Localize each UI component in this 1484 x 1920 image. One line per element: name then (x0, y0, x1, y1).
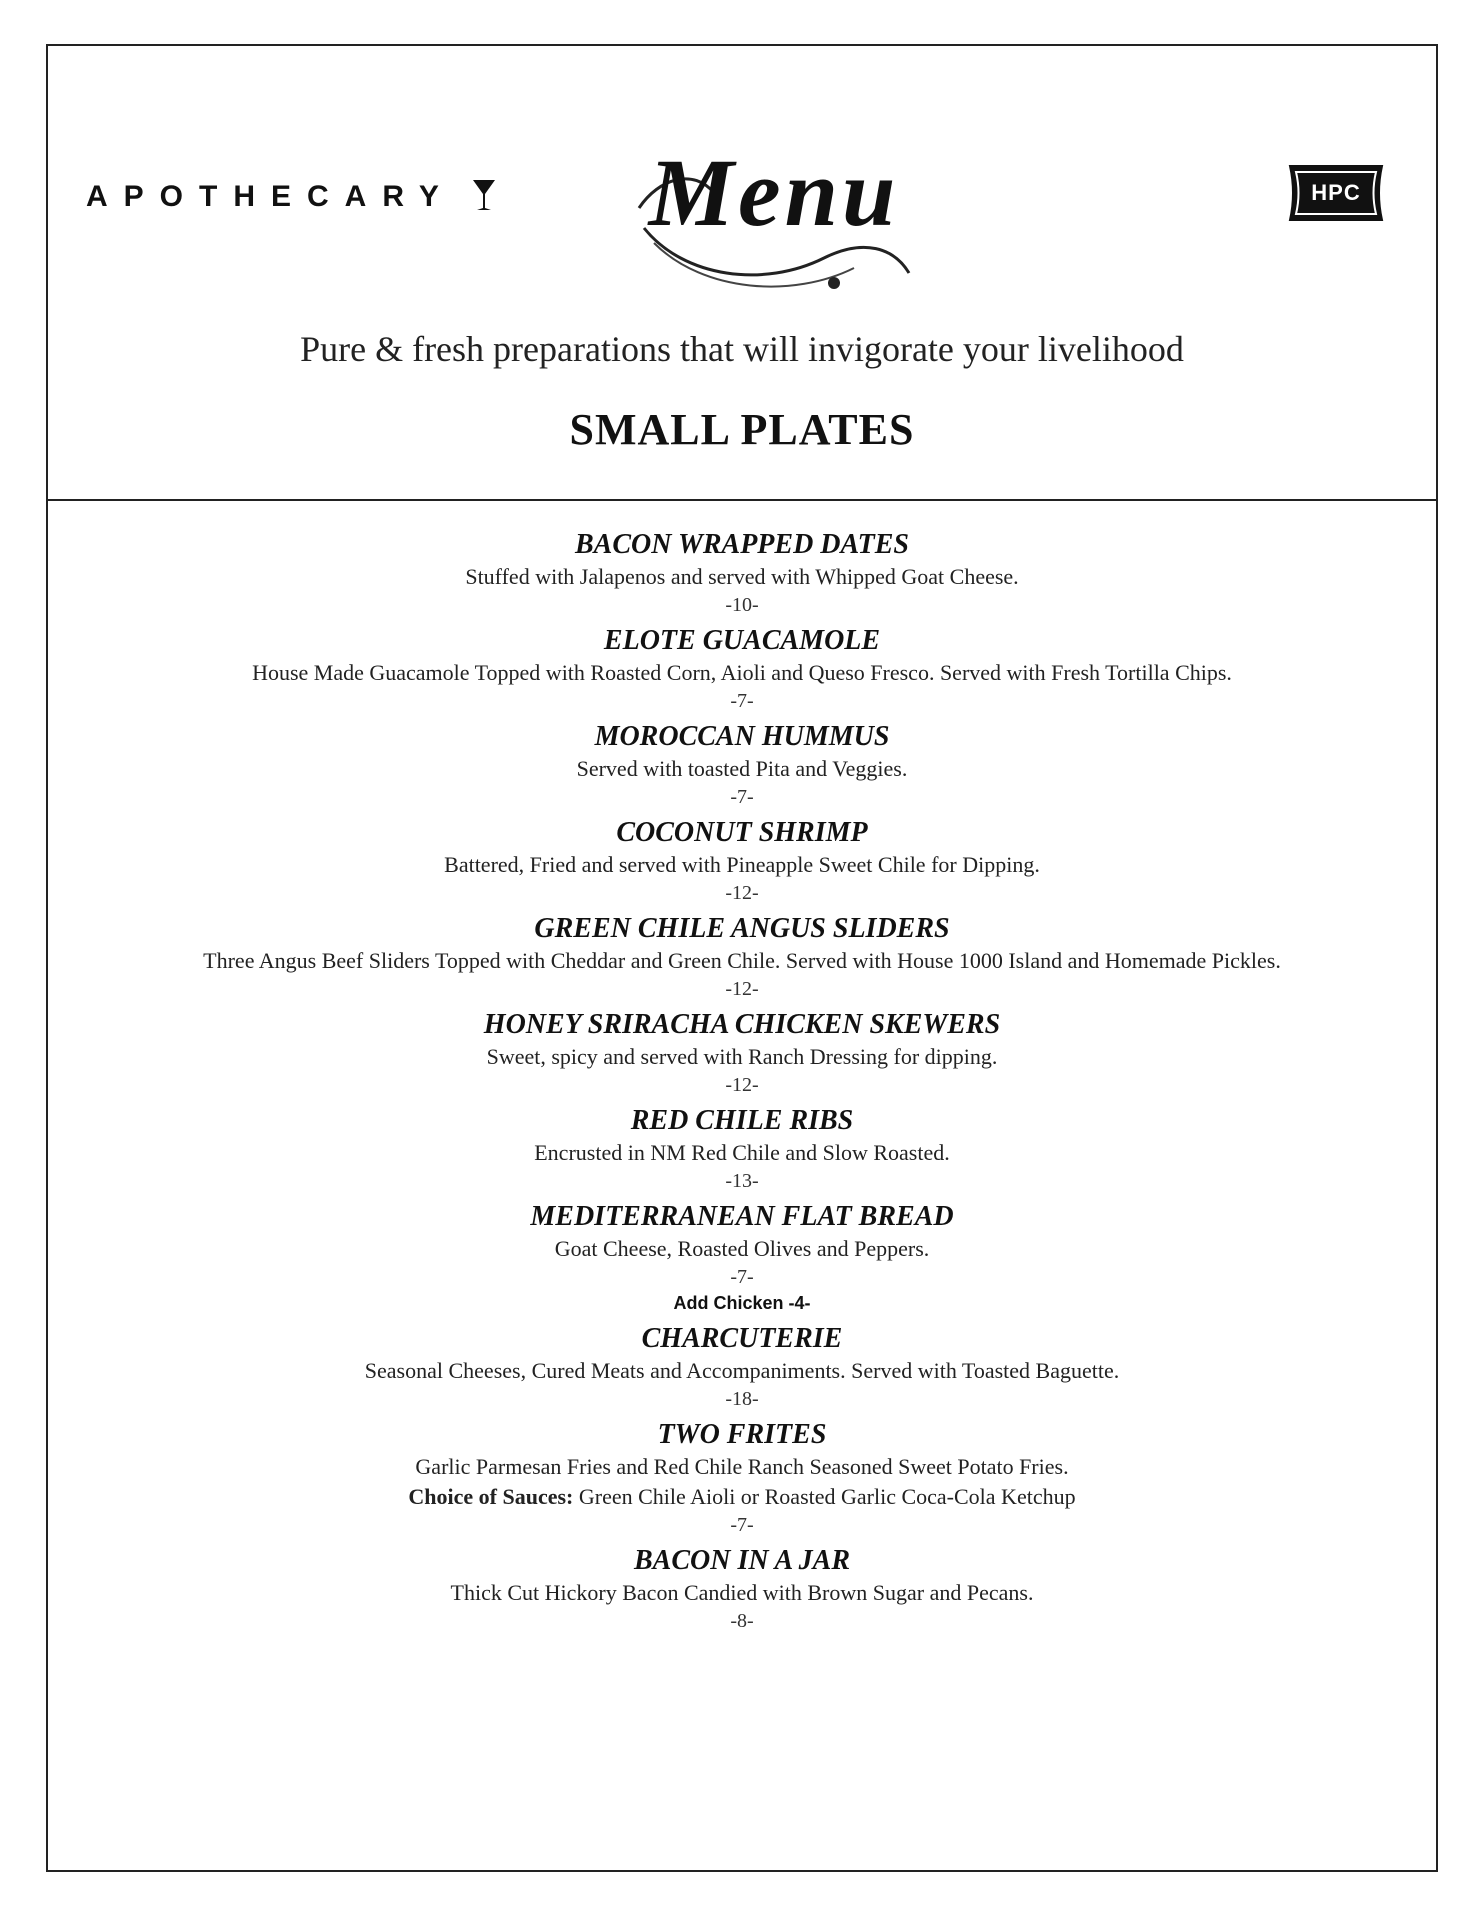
item-price: -12- (725, 978, 759, 1000)
menu-item (48, 816, 1436, 906)
menu-wordmark: Menu (648, 139, 900, 246)
menu-item (48, 1322, 1436, 1412)
hpc-badge-text: HPC (1311, 180, 1361, 205)
menu-item (48, 1200, 1436, 1316)
item-name: ELOTE GUACAMOLE (603, 625, 881, 656)
item-name: MOROCCAN HUMMUS (594, 721, 890, 752)
item-price: -7- (730, 690, 754, 712)
item-description: Goat Cheese, Roasted Olives and Peppers. (554, 1236, 930, 1261)
item-description: Seasonal Cheeses, Cured Meats and Accompaniments. Served with Toasted Baguette. (364, 1358, 1120, 1383)
sauce-label: Choice of Sauces: (408, 1484, 574, 1509)
menu-header (48, 46, 1436, 501)
item-description: House Made Guacamole Topped with Roasted Corn, Aioli and Queso Fresco. Served with Fresh Tortilla Chips. (252, 660, 1232, 685)
item-price: -8- (730, 1610, 754, 1632)
item-name: HONEY SRIRACHA CHICKEN SKEWERS (483, 1009, 1001, 1040)
menu-item (48, 528, 1436, 618)
item-price: -18- (725, 1388, 759, 1410)
apothecary-wordmark: APOTHECARY (86, 180, 455, 213)
item-description: Thick Cut Hickory Bacon Candied with Brown Sugar and Pecans. (450, 1580, 1034, 1605)
item-name: GREEN CHILE ANGUS SLIDERS (534, 913, 950, 944)
item-description: Encrusted in NM Red Chile and Slow Roasted. (534, 1140, 950, 1165)
item-description: Stuffed with Jalapenos and served with Whipped Goat Cheese. (465, 564, 1019, 589)
menu-item (48, 1008, 1436, 1098)
item-price: -12- (725, 882, 759, 904)
item-name: MEDITERRANEAN FLAT BREAD (530, 1201, 954, 1232)
menu-item (48, 1544, 1436, 1634)
item-price: -7- (730, 1514, 754, 1536)
item-description: Garlic Parmesan Fries and Red Chile Ranch Seasoned Sweet Potato Fries. (415, 1454, 1069, 1479)
martini-glass-icon (471, 178, 497, 212)
tagline: Pure & fresh preparations that will invigorate your livelihood (300, 329, 1184, 369)
item-price: -7- (730, 786, 754, 808)
hpc-badge (1276, 162, 1396, 224)
item-name: COCONUT SHRIMP (616, 817, 868, 848)
item-name: RED CHILE RIBS (630, 1105, 854, 1136)
section-title: SMALL PLATES (569, 405, 915, 454)
item-price: -10- (725, 594, 759, 616)
item-price: -7- (730, 1266, 754, 1288)
item-description: Three Angus Beef Sliders Topped with Cheddar and Green Chile. Served with House 1000 Island and Homemade Pickles. (203, 948, 1281, 973)
sauce-options: Green Chile Aioli or Roasted Garlic Coca-Cola Ketchup (573, 1484, 1076, 1509)
menu-frame (46, 44, 1438, 1872)
menu-item (48, 624, 1436, 714)
menu-item (48, 1418, 1436, 1538)
item-description: Served with toasted Pita and Veggies. (576, 756, 908, 781)
item-addon: Add Chicken -4- (673, 1293, 811, 1313)
menu-item (48, 720, 1436, 810)
item-name: TWO FRITES (657, 1419, 827, 1450)
menu-items (48, 528, 1436, 1640)
item-name: BACON WRAPPED DATES (574, 529, 910, 560)
item-price: -12- (725, 1074, 759, 1096)
menu-logo (624, 108, 924, 298)
item-name: BACON IN A JAR (633, 1545, 851, 1576)
menu-item (48, 1104, 1436, 1194)
item-description: Sweet, spicy and served with Ranch Dressing for dipping. (486, 1044, 998, 1069)
item-price: -13- (725, 1170, 759, 1192)
apothecary-logo (86, 178, 497, 214)
item-name: CHARCUTERIE (641, 1323, 843, 1354)
item-description: Battered, Fried and served with Pineapple Sweet Chile for Dipping. (444, 852, 1040, 877)
item-sauce-line (48, 1482, 1436, 1512)
menu-item (48, 912, 1436, 1002)
